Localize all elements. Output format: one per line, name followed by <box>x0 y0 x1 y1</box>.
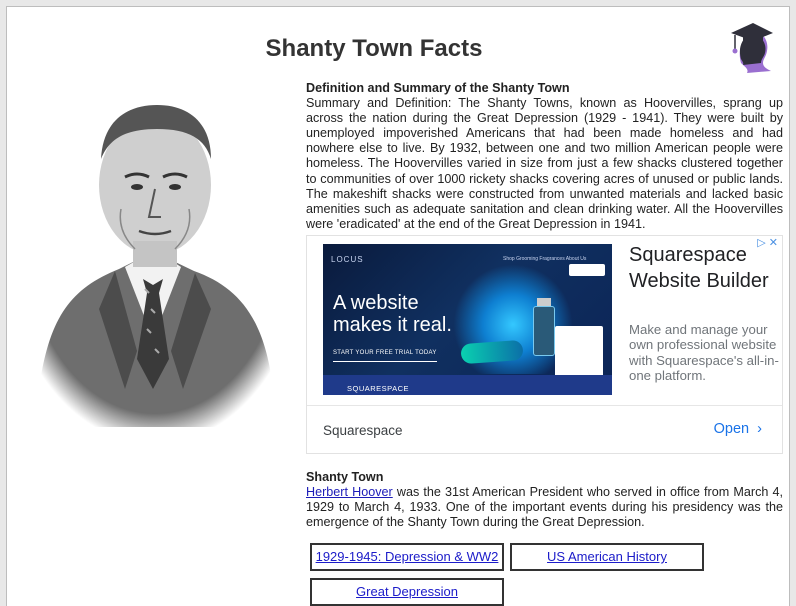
ad-advertiser[interactable]: Squarespace <box>323 422 403 438</box>
link-depression-ww2[interactable]: 1929-1945: Depression & WW2 <box>315 549 499 564</box>
definition-paragraph: Summary and Definition: The Shanty Towns, known as Hoovervilles, sprang up across the nation during the Great Depression (1929 - 1941). They were built by unemployed impoverished Americans that had been made homeless and had nowhere else to live. By 1932, between one and two million American people were homeless. The Hoovervilles varied in size from just a few shacks clustered together to communities of over 1000 rickety shacks covering acres of unused or public lands. The makeshift shacks were constructed from unwanted materials and lacked basic amenities such as adequate sanitation and clean drinking water. All the Hoovervilles were 'eradicated' at the end of the Great Depression in 1941. <box>306 96 783 231</box>
ad-bottle <box>533 306 555 356</box>
ad-open-label: Open <box>713 420 750 437</box>
link-box-great-depression[interactable] <box>310 578 504 606</box>
ad-image-footer-text: SQUARESPACE <box>347 383 410 393</box>
main-content <box>306 81 783 530</box>
ad-description: Make and manage your own professional website with Squarespace's all-in-one platform. <box>629 321 779 383</box>
advertisement[interactable] <box>306 235 783 454</box>
ad-product-tube <box>460 340 523 364</box>
link-great-depression[interactable]: Great Depression <box>356 584 458 599</box>
shanty-town-paragraph <box>306 485 783 530</box>
page-title: Shanty Town Facts <box>265 35 483 62</box>
ad-title[interactable]: Squarespace Website Builder <box>629 243 769 292</box>
shanty-town-text: was the 31st American President who served in office from March 4, 1929 to March 4, 1933. One of the important events during his presidency was the emergence of the Shanty Town during the Great Depression. <box>306 485 784 530</box>
ad-image[interactable] <box>323 244 612 395</box>
ad-headline-line-2: makes it real. <box>333 313 452 336</box>
ad-divider <box>307 405 782 406</box>
ad-choices-close-icon[interactable]: ▷ ✕ <box>757 236 778 249</box>
page-container <box>6 6 790 606</box>
ad-image-cta[interactable]: START YOUR FREE TRIAL TODAY <box>333 346 437 362</box>
herbert-hoover-portrait <box>29 89 281 427</box>
link-box-us-history[interactable] <box>510 543 704 571</box>
ad-open-button[interactable] <box>714 422 762 437</box>
link-box-depression-ww2[interactable] <box>310 543 504 571</box>
graduate-silhouette-icon <box>727 19 775 75</box>
chevron-right-icon: › <box>757 420 762 437</box>
shanty-town-section <box>306 470 783 530</box>
herbert-hoover-link[interactable]: Herbert Hoover <box>306 485 393 500</box>
ad-headline-line-1: A website <box>333 291 419 314</box>
ad-product-card <box>555 326 603 378</box>
ad-image-nav: Shop Grooming Fragrances About Us <box>503 255 587 262</box>
link-us-american-history[interactable]: US American History <box>547 549 667 564</box>
ad-image-brand: LOCUS <box>331 254 364 264</box>
ad-image-headline <box>333 292 452 336</box>
section-heading-definition: Definition and Summary of the Shanty Town <box>306 81 570 95</box>
ad-image-footer <box>323 375 612 395</box>
section-heading-shanty-town: Shanty Town <box>306 469 384 484</box>
